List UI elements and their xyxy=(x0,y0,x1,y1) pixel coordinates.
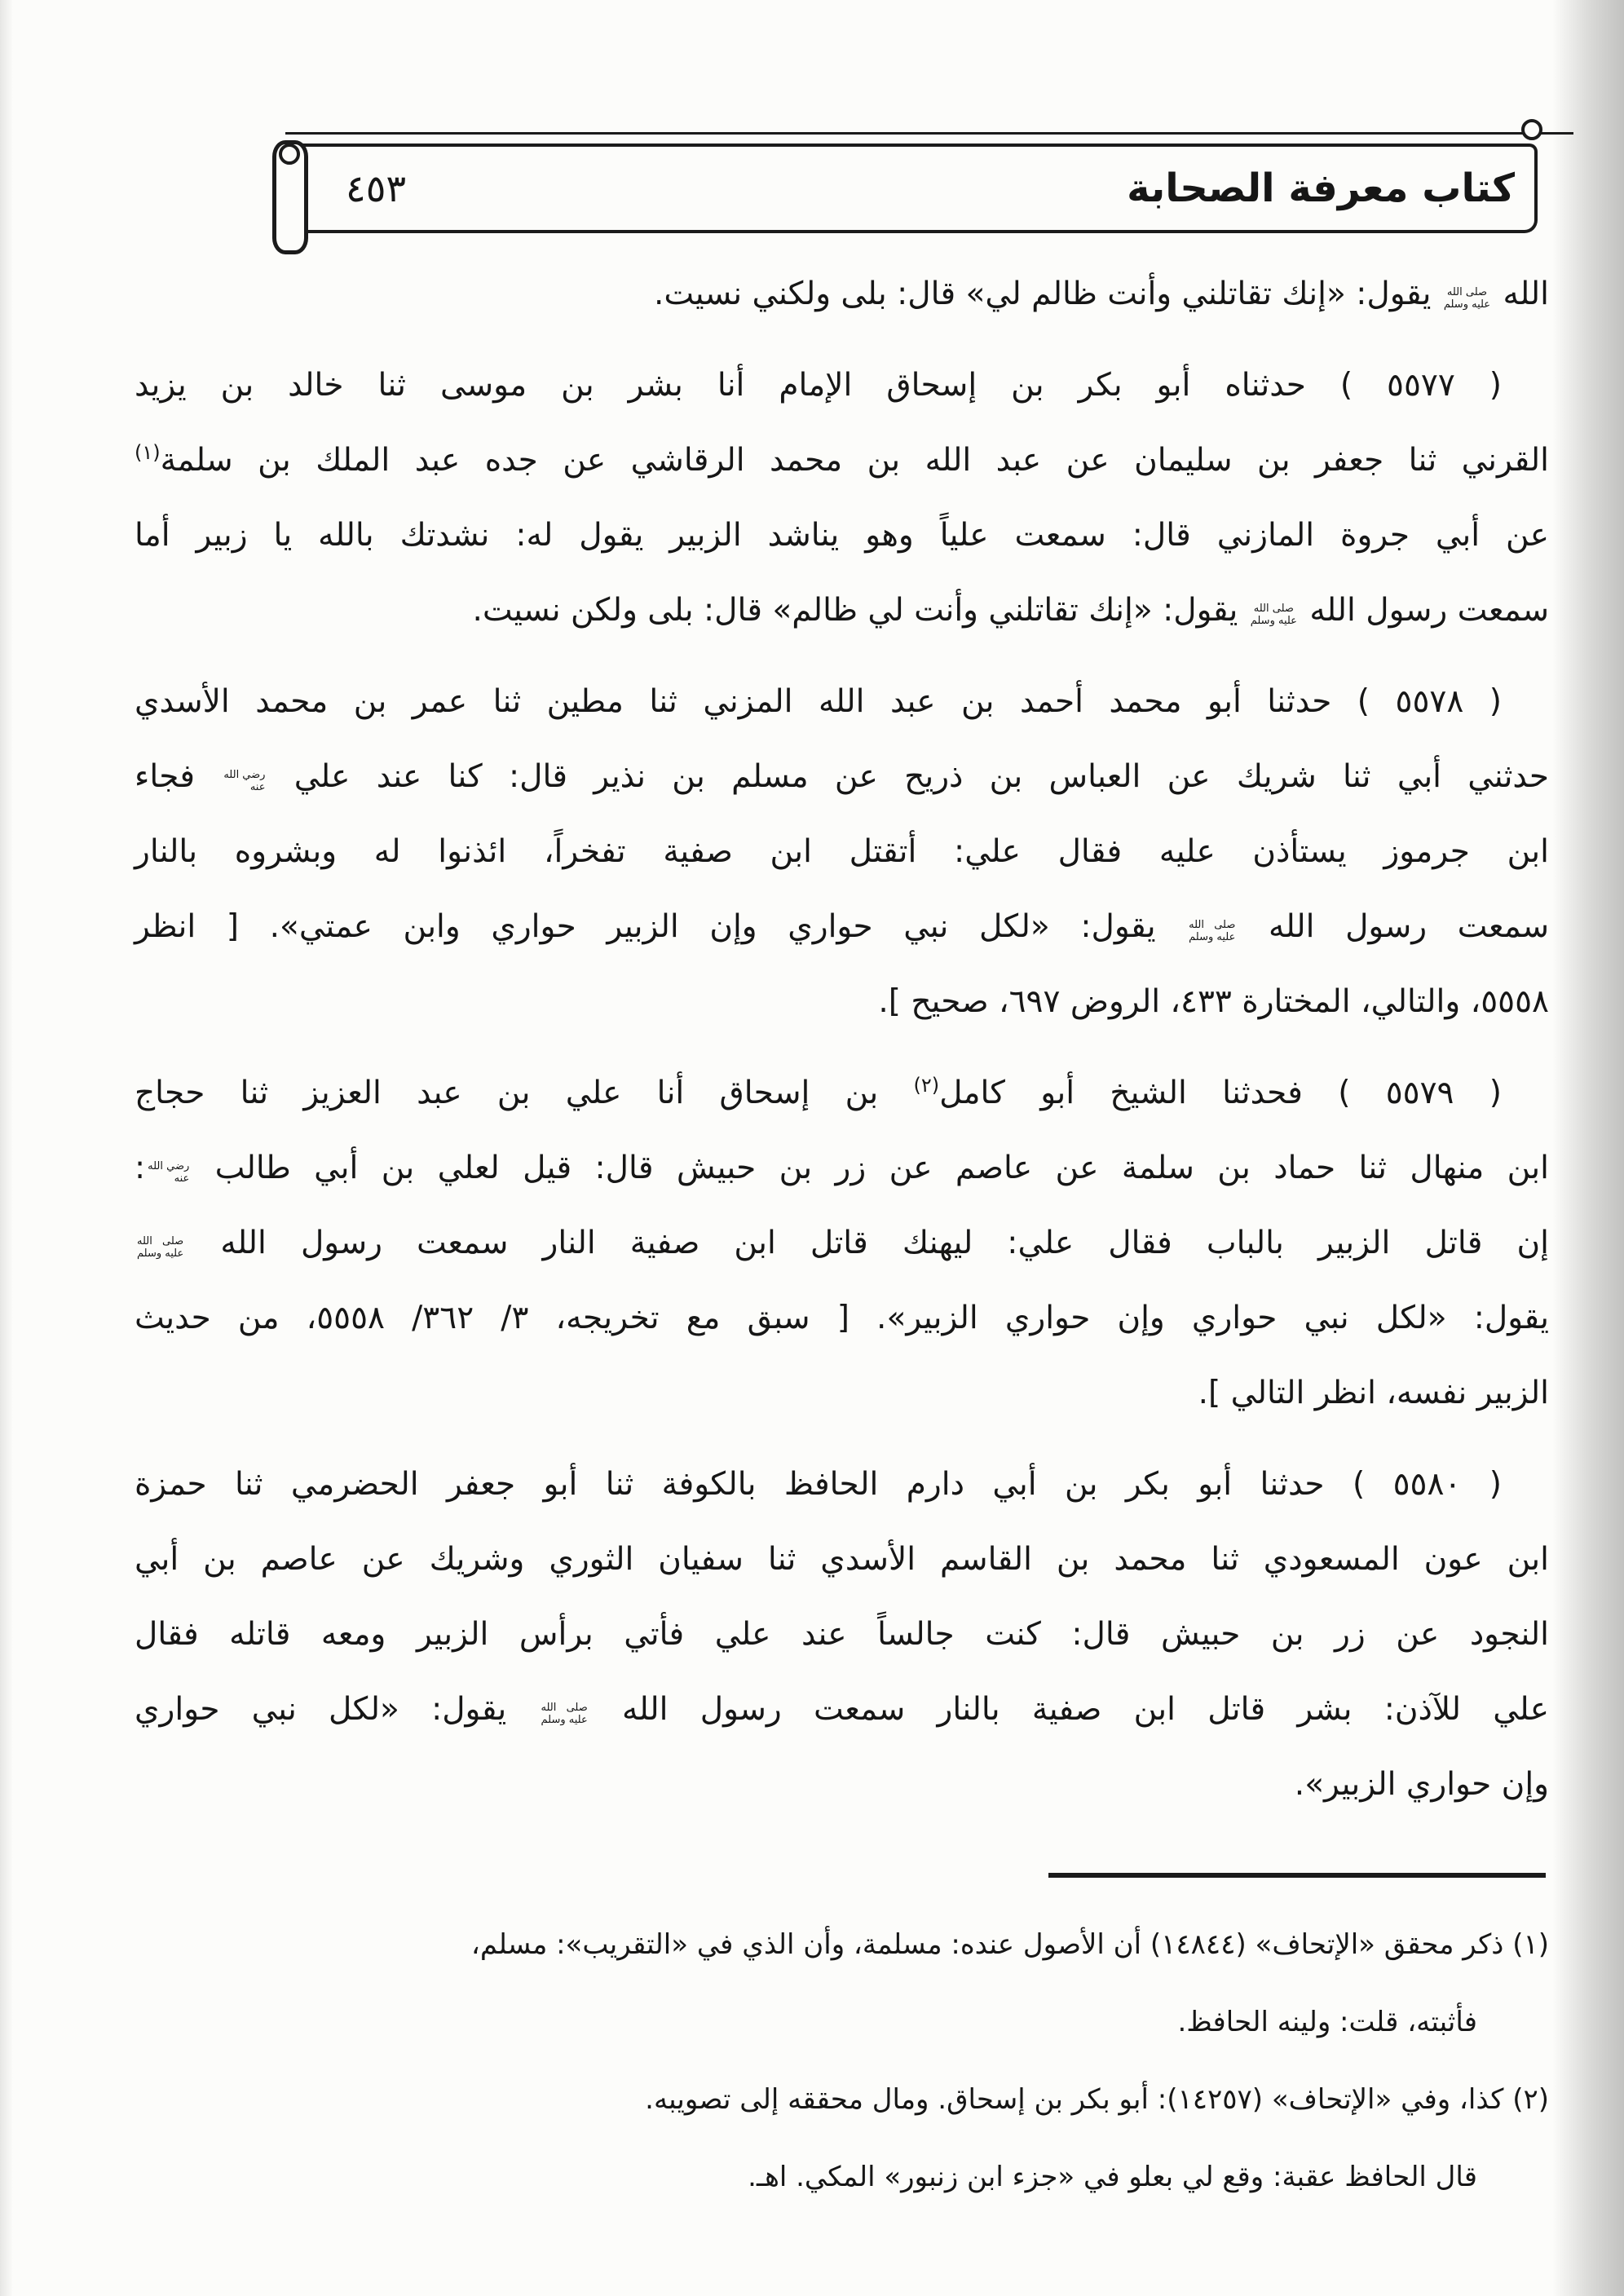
body-text xyxy=(135,257,1549,1822)
body-line: ابن جرموز يستأذن عليه فقال علي: أتقتل ابن صفية تفخراً، ائذنوا له وبشروه بالنار xyxy=(135,833,1549,870)
footnote-ref-1: (١) xyxy=(135,441,161,464)
ra-ligature: رضي الله عنه xyxy=(148,1160,190,1185)
body-line: ابن عون المسعودي ثنا محمد بن القاسم الأسدي ثنا سفيان الثوري وشريك عن عاصم بن أبي xyxy=(135,1541,1549,1578)
body-line: إن قاتل الزبير بالباب فقال علي: ليهنك قاتل ابن صفية النار سمعت رسول الله صلى الله عليه وسلم xyxy=(135,1206,1549,1281)
body-line: سمعت رسول الله صلى الله عليه وسلم يقول: «إنك تقاتلني وأنت لي ظالم» قال: بلى ولكن نسيت. xyxy=(472,592,1549,629)
footnote-line: (٢) كذا، وفي «الإتحاف» (١٤٢٥٧): أبو بكر بن إسحاق. ومال محققه إلى تصويبه. xyxy=(645,2083,1549,2116)
saw-ligature: صلى الله عليه وسلم xyxy=(1250,603,1297,627)
right-edge-shadow xyxy=(1552,0,1624,2296)
ra-ligature: رضي الله عنه xyxy=(223,769,266,793)
hadith-paragraph xyxy=(135,348,1549,648)
header-banner xyxy=(298,144,1538,233)
footnote-continuation-line: فأثبته، قلت: ولينه الحافظ. xyxy=(1177,2006,1477,2038)
body-line: الله صلى الله عليه وسلم يقول: «إنك تقاتلني وأنت ظالم لي» قال: بلى ولكني نسيت. xyxy=(654,276,1549,312)
footnotes xyxy=(90,1906,1549,2216)
book-title: كتاب معرفة الصحابة xyxy=(1127,166,1515,211)
body-line: ( ٥٥٧٧ ) حدثناه أبو بكر بن إسحاق الإمام أنا بشر بن موسى ثنا خالد بن يزيد xyxy=(135,367,1502,404)
footnote-continuation-line: قال الحافظ عقبة: وقع لي بعلو في «جزء ابن زنبور» المكي. اهـ. xyxy=(748,2161,1477,2193)
hadith-paragraph xyxy=(135,257,1549,332)
body-line: ٥٥٥٨، والتالي، المختارة ٤٣٣، الروض ٦٩٧، صحيح ]. xyxy=(878,983,1549,1020)
body-line: يقول: «لكل نبي حواري وإن حواري الزبير». [ سبق مع تخريجه، ٣/ ٣٦٢/ ٥٥٥٨، من حديث xyxy=(135,1300,1549,1336)
footnote-separator xyxy=(1048,1873,1546,1878)
body-line: ( ٥٥٧٩ ) فحدثنا الشيخ أبو كامل$^{(٢)}$ بن إسحاق أنا علي بن عبد العزيز ثنا حجاج xyxy=(135,1074,1502,1111)
body-line: الزبير نفسه، انظر التالي ]. xyxy=(1198,1375,1549,1411)
body-line: ( ٥٥٨٠ ) حدثنا أبو بكر بن أبي دارم الحافظ بالكوفة ثنا أبو جعفر الحضرمي ثنا حمزة xyxy=(135,1466,1502,1503)
saw-ligature: صلى الله عليه وسلم xyxy=(1443,286,1491,311)
body-line: القرني ثنا جعفر بن سليمان عن عبد الله بن محمد الرقاشي عن جده عبد الملك بن سلمة$^{(١)}$ xyxy=(135,441,1549,479)
body-line: وإن حواري الزبير». xyxy=(1294,1766,1549,1803)
hadith-paragraph xyxy=(135,1447,1549,1822)
body-line: ابن منهال ثنا حماد بن سلمة عن عاصم عن زر بن حبيش قال: قيل لعلي بن أبي طالب رضي الله عنه: xyxy=(135,1150,1549,1186)
banner-top-line xyxy=(285,132,1573,135)
footnote-ref-2: (٢) xyxy=(913,1074,940,1097)
body-line: ( ٥٥٧٨ ) حدثنا أبو محمد أحمد بن عبد الله المزني ثنا مطين ثنا عمر بن محمد الأسدي xyxy=(135,683,1502,720)
body-line: حدثني أبي ثنا شريك عن العباس بن ذريح عن مسلم بن نذير قال: كنا عند علي رضي الله عنه فجاء xyxy=(135,758,1550,795)
body-line: سمعت رسول الله صلى الله عليه وسلم يقول: «لكل نبي حواري وإن الزبير حواري وابن عمتي». [ انظر xyxy=(135,908,1549,945)
body-line: علي للآذن: بشر قاتل ابن صفية بالنار سمعت رسول الله صلى الله عليه وسلم يقول: «لكل نبي حواري xyxy=(135,1691,1549,1728)
body-line: عن أبي جروة المازني قال: سمعت علياً وهو يناشد الزبير يقول له: نشدتك بالله يا زبير أما xyxy=(135,517,1549,554)
left-edge-shadow xyxy=(0,0,13,2296)
saw-ligature: صلى الله عليه وسلم xyxy=(541,1702,588,1726)
hadith-paragraph xyxy=(135,665,1549,1040)
hadith-paragraph xyxy=(135,1056,1549,1431)
banner-scroll-curl-left-icon xyxy=(279,144,300,165)
saw-ligature: صلى الله عليه وسلم xyxy=(1189,919,1236,943)
body-line: النجود عن زر بن حبيش قال: كنت جالساً عند علي فأتي برأس الزبير ومعه قاتله فقال xyxy=(135,1616,1549,1653)
saw-ligature: صلى الله عليه وسلم xyxy=(137,1235,184,1260)
banner-scroll-curl-right-icon xyxy=(1521,119,1542,140)
footnote-line: (١) ذكر محقق «الإتحاف» (١٤٨٤٤) أن الأصول عنده: مسلمة، وأن الذي في «التقريب»: مسلم، xyxy=(470,1928,1549,1961)
page-number: ٤٥٣ xyxy=(346,166,407,210)
